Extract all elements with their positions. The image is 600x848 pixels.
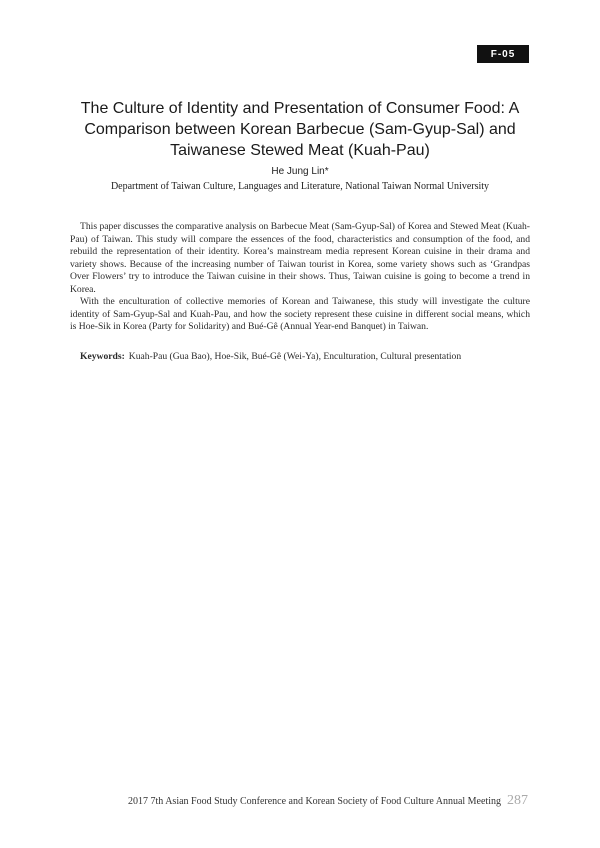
session-badge: F-05 [477, 45, 529, 63]
footer-conference: 2017 7th Asian Food Study Conference and Korean Society of Food Culture Annual Meeting [127, 796, 501, 807]
keywords [80, 351, 540, 362]
abstract-paragraph-1: This paper discusses the comparative analysis on Barbecue Meat (Sam-Gyup-Sal) of Korea and Stewed Meat (Kuah-Pau) of Taiwan. This study will compare the essences of the food, characteristics and consumption of the food, and rebuild the representation of their identity. Korea’s mainstream media represent Korean cuisine in their drama and variety shows. Because of the increasing number of Taiwan tourist in Korea, some variety shows such as ‘Grandpas Over Flowers’ try to introduce the Taiwan cuisine in their shows. Thus, Taiwan cuisine is going to become a trend in Korea. [70, 221, 530, 295]
page-footer [128, 793, 528, 809]
keywords-text: Kuah-Pau (Gua Bao), Hoe-Sik, Bué-Gê (Wei-Ya), Enculturation, Cultural presentation [128, 351, 462, 362]
title-line-1: The Culture of Identity and Presentation of Consumer Food: A [80, 100, 520, 117]
abstract [70, 221, 530, 334]
author-affiliation: Department of Taiwan Culture, Languages and Literature, National Taiwan Normal University [110, 181, 490, 192]
page-number: 287 [507, 793, 528, 808]
author-name: He Jung Lin* [271, 166, 329, 177]
abstract-paragraph-2: With the enculturation of collective memories of Korean and Taiwanese, this study will investigate the culture identity of Sam-Gyup-Sal and Kuah-Pau, and how the society represent these cuisine in different social means, which is Hoe-Sik in Korea (Party for Solidarity) and Bué-Gê (Annual Year-end Banquet) in Taiwan. [70, 296, 530, 332]
paper-title [60, 98, 540, 161]
title-line-3: Taiwanese Stewed Meat (Kuah-Pau) [170, 142, 430, 159]
title-line-2: Comparison between Korean Barbecue (Sam-Gyup-Sal) and [84, 121, 516, 138]
keywords-label: Keywords: [80, 351, 125, 362]
